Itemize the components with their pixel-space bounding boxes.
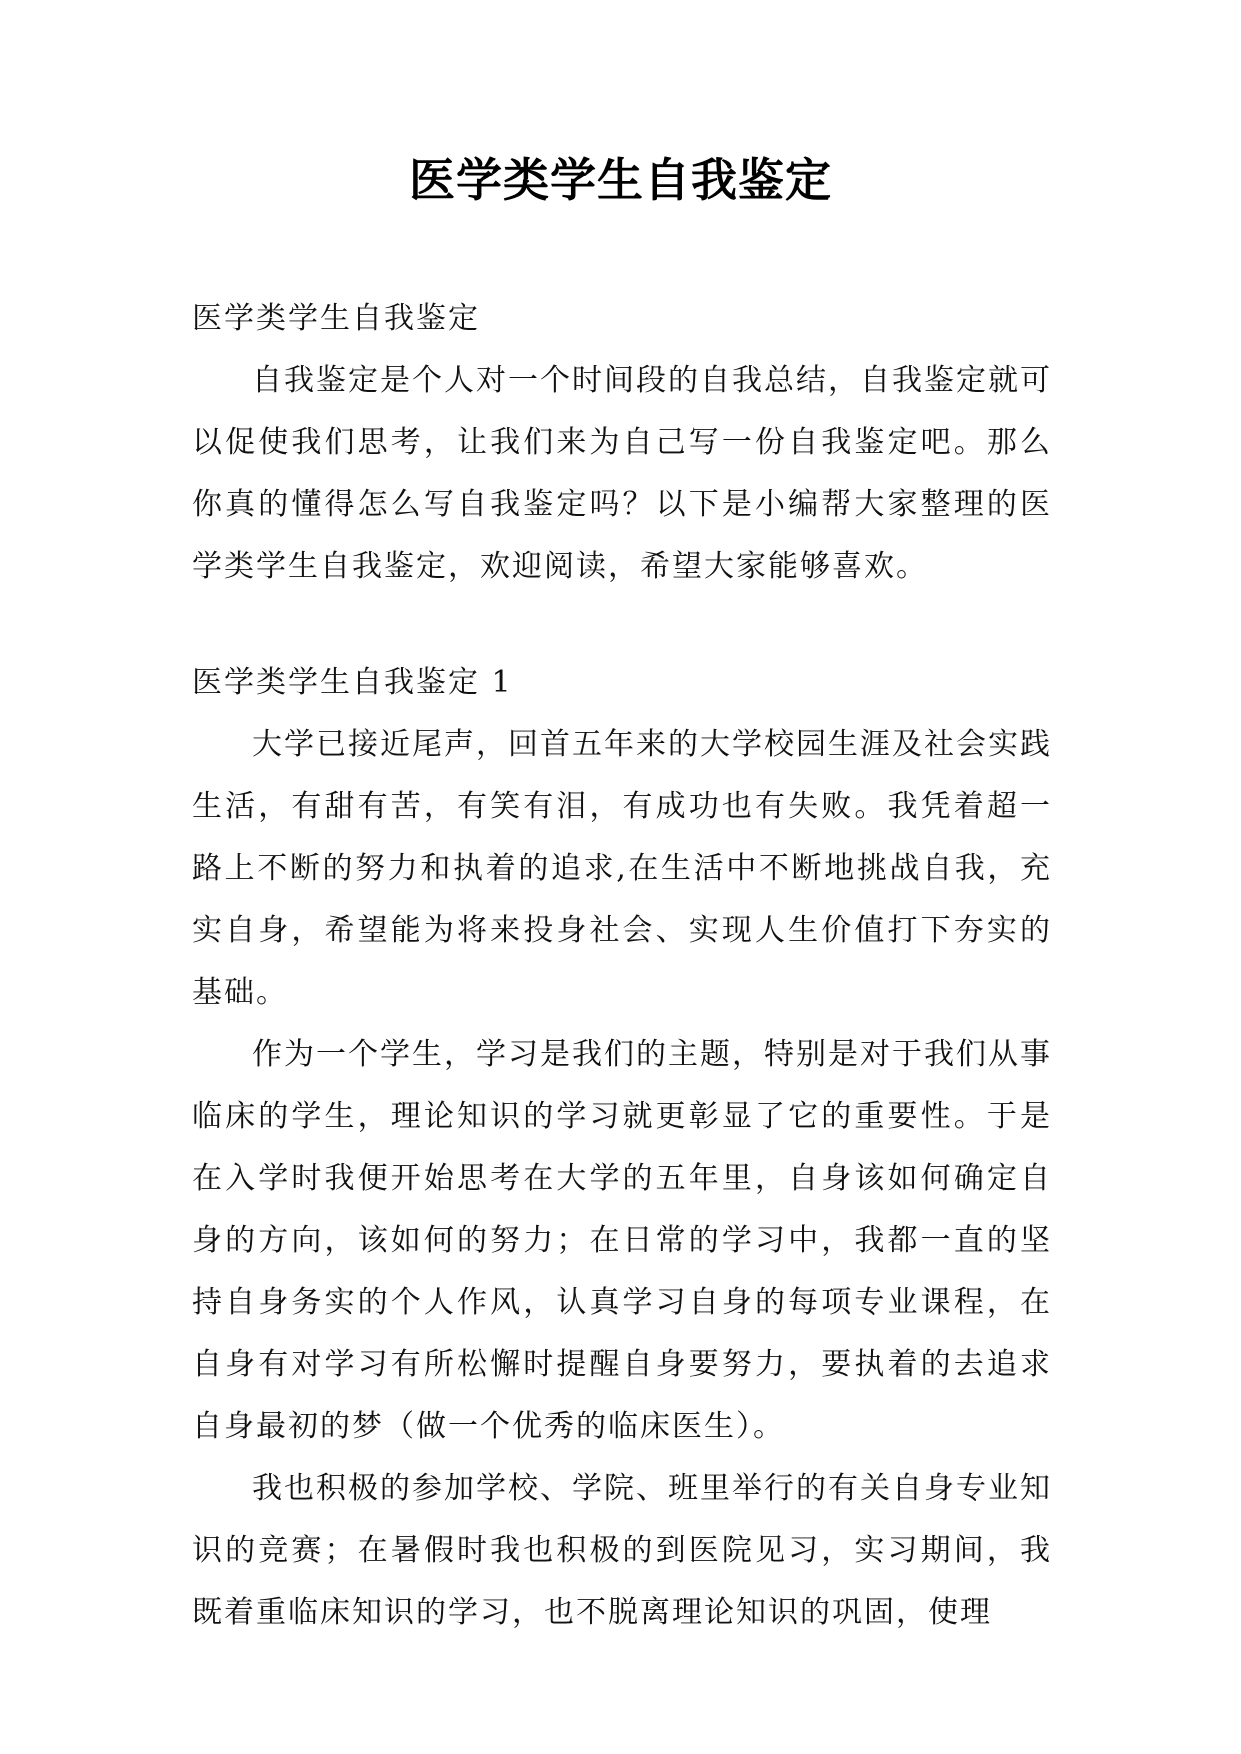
- section-1-paragraph: 大学已接近尾声，回首五年来的大学校园生涯及社会实践生活，有甜有苦，有笑有泪，有成功也有失败。我凭着超一路上不断的努力和执着的追求,在生活中不断地挑战自我，充实自身，希望能为将来投身社会、实现人生价值打下夯实的基础。: [192, 727, 1052, 1010]
- document-body: [192, 288, 1052, 1644]
- section-spacer: [192, 598, 1052, 652]
- section-1-paragraph: 作为一个学生，学习是我们的主题，特别是对于我们从事临床的学生，理论知识的学习就更彰显了它的重要性。于是在入学时我便开始思考在大学的五年里，自身该如何确定自身的方向，该如何的努力；在日常的学习中，我都一直的坚持自身务实的个人作风，认真学习自身的每项专业课程，在自身有对学习有所松懈时提醒自身要努力，要执着的去追求自身最初的梦（做一个优秀的临床医生）。: [192, 1037, 1052, 1444]
- document-title: 医学类学生自我鉴定: [409, 153, 832, 207]
- section-1-heading: 医学类学生自我鉴定 1: [192, 665, 513, 700]
- section-1-paragraph: 我也积极的参加学校、学院、班里举行的有关自身专业知识的竞赛；在暑假时我也积极的到医院见习，实习期间，我既着重临床知识的学习，也不脱离理论知识的巩固，使理: [192, 1471, 1052, 1630]
- intro-heading: 医学类学生自我鉴定: [192, 301, 480, 336]
- intro-paragraph: 自我鉴定是个人对一个时间段的自我总结，自我鉴定就可以促使我们思考，让我们来为自己写一份自我鉴定吧。那么你真的懂得怎么写自我鉴定吗？以下是小编帮大家整理的医学类学生自我鉴定，欢迎阅读，希望大家能够喜欢。: [192, 363, 1052, 584]
